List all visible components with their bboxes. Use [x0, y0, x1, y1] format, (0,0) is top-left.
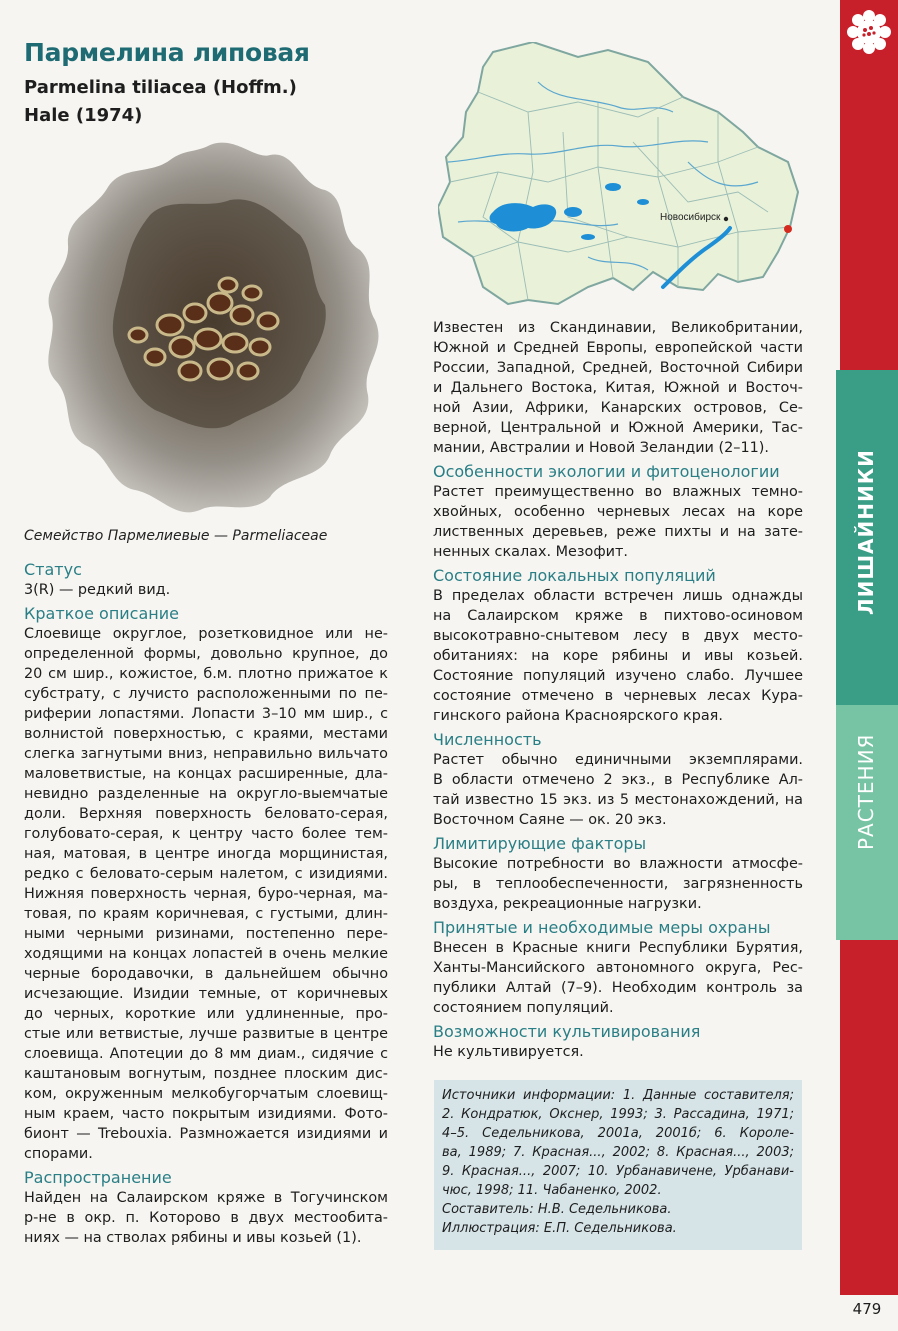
text-line: воздуха, рекреационные нагрузки. — [433, 896, 702, 912]
author-credit: Составитель: Н.В. Седельникова. — [442, 1202, 672, 1217]
section-heading: Численность — [433, 730, 542, 749]
text-line: спорами. — [24, 1146, 93, 1162]
section-body — [433, 938, 803, 1018]
text-line: Известен из Скандинавии, Великобритании, — [433, 320, 803, 336]
text-line: маловетвистые, на концах расширенные, дла- — [24, 766, 388, 782]
text-line: ниях — на стволах рябины и ивы козьей (1). — [24, 1230, 362, 1246]
text-line: каштановым вогнутым, позднее плоским дис- — [24, 1066, 388, 1082]
text-line: стые или ветвистые, лучше развитые в центре — [24, 1026, 388, 1042]
text-line: хвойных, особенно черневых лесах на коре — [433, 504, 803, 520]
text-line: ным краем, часто покрытым изидиями. Фото- — [24, 1106, 388, 1122]
section-heading: Особенности экологии и фитоценологии — [433, 462, 780, 481]
section-body — [433, 1042, 803, 1062]
text-line: Восточном Саяне — ок. 20 экз. — [433, 812, 667, 828]
section-body — [24, 624, 388, 1164]
section-body — [433, 750, 803, 830]
section-body — [24, 1188, 388, 1248]
text-line: ва, 1989; 7. Красная..., 2002; 8. Красная..., 2003; — [442, 1145, 794, 1160]
text-line: верной, Центральной и Южной Америки, Тас- — [433, 420, 803, 436]
section-protection — [433, 918, 803, 1018]
text-line: определенной формы, довольно крупное, до — [24, 646, 388, 662]
text-line: до черных, короткие или удлиненные, про- — [24, 1006, 388, 1022]
text-line: 9. Красная..., 2007; 10. Урбанавичене, Урбанави- — [442, 1164, 794, 1179]
text-line: бионт — Trebouxia. Размножается изидиями и — [24, 1126, 388, 1142]
category-label-lichens: ЛИШАЙНИКИ — [854, 449, 878, 615]
text-line: тай известно 15 экз. из 5 местонахождений, на — [433, 792, 803, 808]
distribution-map — [438, 42, 808, 312]
left-column — [24, 560, 388, 1252]
text-line: гинского района Красноярского края. — [433, 708, 723, 724]
city-label: Новосибирск — [660, 212, 721, 223]
text-line: Не культивируется. — [433, 1044, 584, 1060]
section-body — [433, 854, 803, 914]
page-title: Пармелина липовая — [24, 38, 310, 67]
text-line: Источники информации: 1. Данные составителя; — [442, 1088, 794, 1103]
text-line: Растет преимущественно во влажных темно- — [433, 484, 803, 500]
section-heading: Краткое описание — [24, 604, 179, 623]
section-heading: Лимитирующие факторы — [433, 834, 647, 853]
section-distribution-continued — [433, 318, 803, 458]
text-line: состоянием популяций. — [433, 1000, 614, 1016]
text-line: и Дальнего Востока, Китая, Южной и Восточ- — [433, 380, 803, 396]
sources-box — [434, 1080, 802, 1250]
text-line: чюс, 1998; 11. Чабаненко, 2002. — [442, 1183, 662, 1198]
lichen-thallus — [48, 143, 378, 513]
section-ecology — [433, 462, 803, 562]
text-line: ком, окруженным мелкобугорчатым слоевищ- — [24, 1086, 388, 1102]
section-distribution — [24, 1168, 388, 1248]
sources-list — [442, 1086, 794, 1200]
latin-name-line-1: Parmelina tiliacea (Hoffm.) — [24, 77, 297, 98]
section-heading: Возможности культивирования — [433, 1022, 701, 1041]
right-column — [433, 318, 803, 1066]
text-line: исчезающие. Изидии темные, от коричневых — [24, 986, 388, 1002]
section-limiting-factors — [433, 834, 803, 914]
city-marker-novosibirsk — [724, 217, 728, 221]
text-line: обитаниях: на коре рябины и ивы козьей. — [433, 648, 803, 664]
text-line: Внесен в Красные книги Республики Бурятия, — [433, 940, 803, 956]
text-line: высокотравно-снытевом лесу в двух место- — [433, 628, 803, 644]
text-line: ной Азии, Африки, Канарских островов, Се- — [433, 400, 803, 416]
lichen-illustration — [30, 125, 390, 525]
text-line: Высокие потребности во влажности атмосфе- — [433, 856, 803, 872]
text-line: лиственных деревьев, реже пихты и на зате- — [433, 524, 803, 540]
text-line: Найден на Салаирском кряже в Тогучинском — [24, 1190, 388, 1206]
section-heading: Распространение — [24, 1168, 172, 1187]
text-line: Ханты-Мансийского автономного округа, Рес- — [433, 960, 803, 976]
text-line: состояние отмечено в черневых лесах Кура- — [433, 688, 803, 704]
text-line: ры, в теплообеспеченности, загрязненность — [433, 876, 803, 892]
text-line: товая, по краям коричневая, с густыми, длин- — [24, 906, 388, 922]
text-line: слоевища. Апотеции до 8 мм диам., сидячие с — [24, 1046, 388, 1062]
latin-name-line-2: Hale (1974) — [24, 105, 143, 126]
text-line: ными черными ризинами, постепенно пере- — [24, 926, 388, 942]
text-line: В пределах области встречен лишь однажды — [433, 588, 803, 604]
text-line: мании, Австралии и Новой Зеландии (2–11). — [433, 440, 769, 456]
section-populations — [433, 566, 803, 726]
text-line: голубовато-серая, к центру часто более тем- — [24, 826, 388, 842]
family-caption: Семейство Пармелиевые — Parmeliaceae — [24, 528, 328, 544]
text-line: ная, матовая, в центре иногда морщинистая, — [24, 846, 388, 862]
text-line: доли. Верхняя поверхность беловато-серая, — [24, 806, 388, 822]
text-line: субстрату, с лучисто расположенными по пе- — [24, 686, 388, 702]
latin-name — [24, 74, 324, 130]
section-heading: Статус — [24, 560, 82, 579]
text-line: 3(R) — редкий вид. — [24, 582, 171, 598]
text-line: публики Алтай (7–9). Необходим контроль за — [433, 980, 803, 996]
text-line: России, Западной, Средней, Восточной Сибири — [433, 360, 803, 376]
category-label-plants: РАСТЕНИЯ — [854, 733, 878, 850]
section-abundance — [433, 730, 803, 830]
category-tab-plants — [836, 705, 898, 940]
section-cultivation — [433, 1022, 803, 1062]
text-line: ходящими на концах лопастей в очень мелкие — [24, 946, 388, 962]
section-status — [24, 560, 388, 600]
text-line: редко с беловато-серым налетом, с изидиями. — [24, 866, 388, 882]
illustrator-credit: Иллюстрация: Е.П. Седельникова. — [442, 1221, 677, 1236]
section-body — [433, 318, 803, 458]
text-line: Слоевище округлое, розетковидное или не- — [24, 626, 388, 642]
text-line: 20 см шир., кожистое, б.м. плотно прижатое к — [24, 666, 388, 682]
category-tab-lichens — [836, 370, 898, 705]
text-line: риферии лопастями. Лопасти 3–10 мм шир., с — [24, 706, 388, 722]
text-line: черные бородавочки, в дальнейшем обычно — [24, 966, 388, 982]
text-line: 2. Кондратюк, Окснер, 1993; 3. Рассадина, 1971; — [442, 1107, 794, 1122]
text-line: В области отмечено 2 экз., в Республике Ал- — [433, 772, 803, 788]
text-line: Состояние популяций изучено слабо. Лучшее — [433, 668, 803, 684]
section-description — [24, 604, 388, 1164]
section-heading: Состояние локальных популяций — [433, 566, 716, 585]
text-line: невидно разделенные на округло-выемчатые — [24, 786, 388, 802]
text-line: волнистой поверхностью, с краями, местами — [24, 726, 388, 742]
section-heading: Принятые и необходимые меры охраны — [433, 918, 771, 937]
text-line: ненных скалах. Мезофит. — [433, 544, 628, 560]
text-line: слегка загнутыми вниз, неправильно вильчато — [24, 746, 388, 762]
text-line: Южной и Средней Европы, европейской части — [433, 340, 803, 356]
page-number: 479 — [852, 1300, 882, 1318]
red-book-flower-icon — [845, 8, 893, 56]
finding-location-marker — [784, 225, 792, 233]
section-body — [433, 482, 803, 562]
text-line: Нижняя поверхность черная, буро-черная, ма- — [24, 886, 388, 902]
section-body — [433, 586, 803, 726]
text-line: 4–5. Седельникова, 2001а, 2001б; 6. Короле- — [442, 1126, 794, 1141]
text-line: Растет обычно единичными экземплярами. — [433, 752, 803, 768]
text-line: на Салаирском кряже в пихтово-осиновом — [433, 608, 803, 624]
text-line: р-не в окр. п. Которово в двух местообита- — [24, 1210, 388, 1226]
